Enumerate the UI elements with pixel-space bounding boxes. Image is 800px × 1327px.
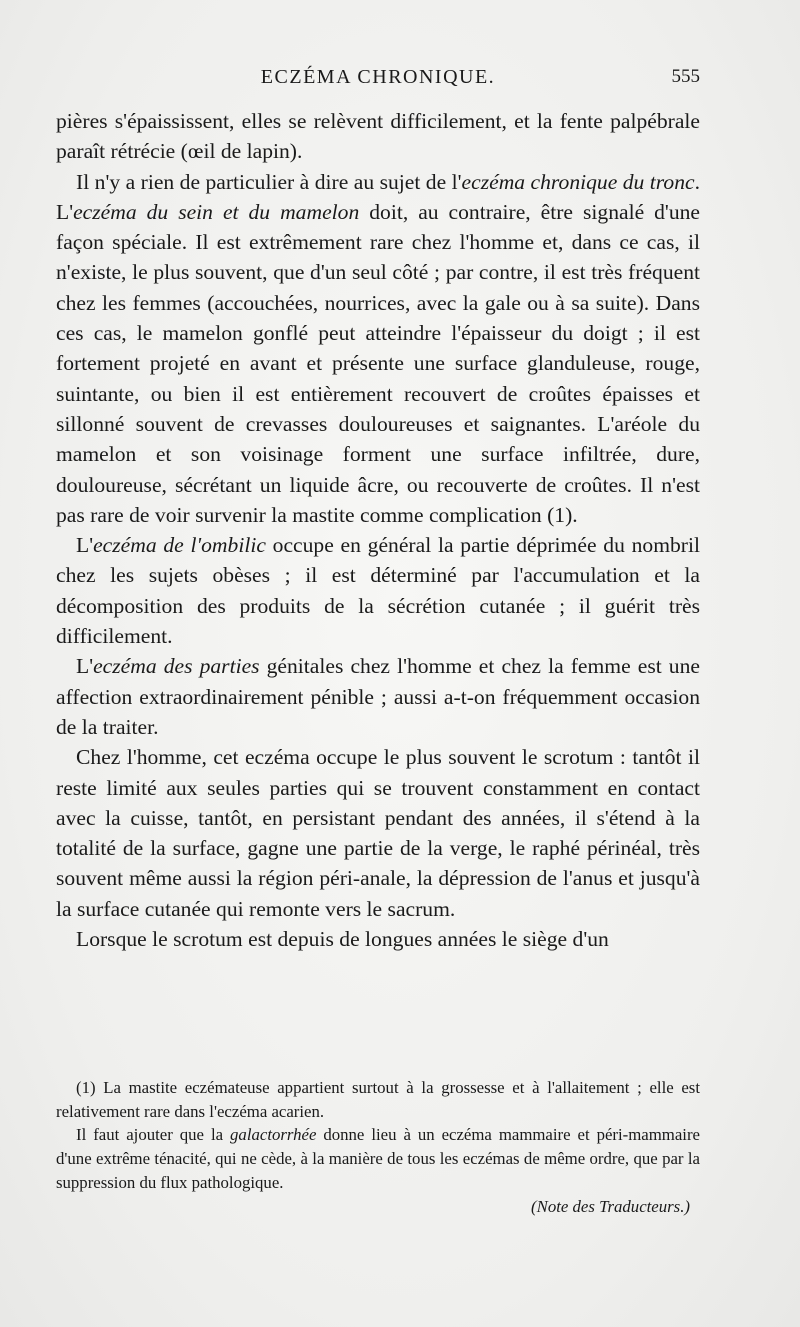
page-number: 555 — [671, 66, 700, 87]
translators-signature — [56, 1195, 700, 1219]
paragraph-scrotum: Chez l'homme, cet eczéma occupe le plus souvent le scrotum : tantôt il reste limité aux seules parties qui se trouvent constamment en contact avec la cuisse, tantôt, en persistant pendant des années, il s'étend à la totalité de la surface, gagne une partie de la verge, le raphé périnéal, très souvent même aussi la région péri-anale, la dépression de l'anus et jusqu'à la surface cutanée qui remonte vers le sacrum. — [56, 745, 700, 921]
paragraph-eczema-parties — [56, 651, 700, 742]
text-segment: Il n'y a rien de particulier à dire au sujet de l' — [76, 169, 462, 194]
text-segment: donne lieu à un eczéma mammaire et péri-mammaire d'une extrême ténacité, qui ne cède, à la manière de tous les eczémas de même ordre, que par la suppression du flux pathologique. — [56, 1125, 701, 1192]
text-segment: génitales chez l'homme et chez la femme est une affection extraordinairement pénible ; aussi a-t-on fréquemment occasion de la traiter. — [56, 654, 700, 739]
paragraph-eczema-tronc-sein — [56, 167, 700, 531]
italic-term-eczema-tronc: eczéma chronique du tronc — [461, 169, 695, 194]
paragraph-continuation: pières s'épaississent, elles se relèvent difficilement, et la fente palpébrale paraît rétrécie (œil de lapin). — [56, 109, 700, 164]
text-segment: L' — [76, 654, 94, 679]
italic-term-eczema-sein: eczéma du sein et du mamelon — [73, 199, 360, 224]
paragraph-lorsque: Lorsque le scrotum est depuis de longues années le siège d'un — [76, 927, 609, 952]
footnote-1: (1) La mastite eczémateuse appartient surtout à la grossesse et à l'allaitement ; elle est relativement rare dans l'eczéma acarien. — [56, 1078, 700, 1121]
text-segment: Il faut ajouter que la — [76, 1125, 231, 1145]
italic-term-eczema-ombilic: eczéma de l'ombilic — [93, 533, 266, 558]
page-header — [56, 66, 700, 96]
signature-text: (Note des Traducteurs.) — [531, 1196, 690, 1216]
text-segment: . L' — [56, 169, 700, 224]
text-segment: L' — [76, 533, 94, 558]
running-title: ECZÉMA CHRONIQUE. — [260, 66, 496, 88]
italic-term-eczema-parties: eczéma des parties — [93, 654, 260, 679]
italic-term-galactorrhee: galactorrhée — [230, 1125, 317, 1145]
text-segment: doit, au contraire, être signalé d'une façon spéciale. Il est extrêmement rare chez l'homme et, dans ce cas, il n'existe, le plus souvent, que d'un seul côté ; par contre, il est très fréquent chez les femmes (accouchées, nourrices, avec la gale ou à sa suite). Dans ces cas, le mamelon gonflé peut atteindre l'épaisseur du doigt ; il est fortement projeté en avant et présente une surface glanduleuse, rouge, suintante, ou bien il est entièrement recouvert de croûtes épaisses et sillonné souvent de crevasses douloureuses et saignantes. L'aréole du mamelon et son voisinage forment une surface infiltrée, dure, douloureuse, sécrétant un liquide âcre, ou recouverte de croûtes. Il n'est pas rare de voir survenir la mastite comme complication (1). — [56, 199, 700, 527]
text-segment: occupe en général la partie déprimée du nombril chez les sujets obèses ; il est déterminé par l'accumulation et la décomposition des produits de la sécrétion cutanée ; il guérit très difficilement. — [56, 533, 700, 649]
paragraph-eczema-ombilic — [56, 530, 700, 651]
main-text — [56, 106, 700, 954]
footnotes — [56, 1076, 700, 1218]
footnote-translators — [56, 1123, 700, 1194]
